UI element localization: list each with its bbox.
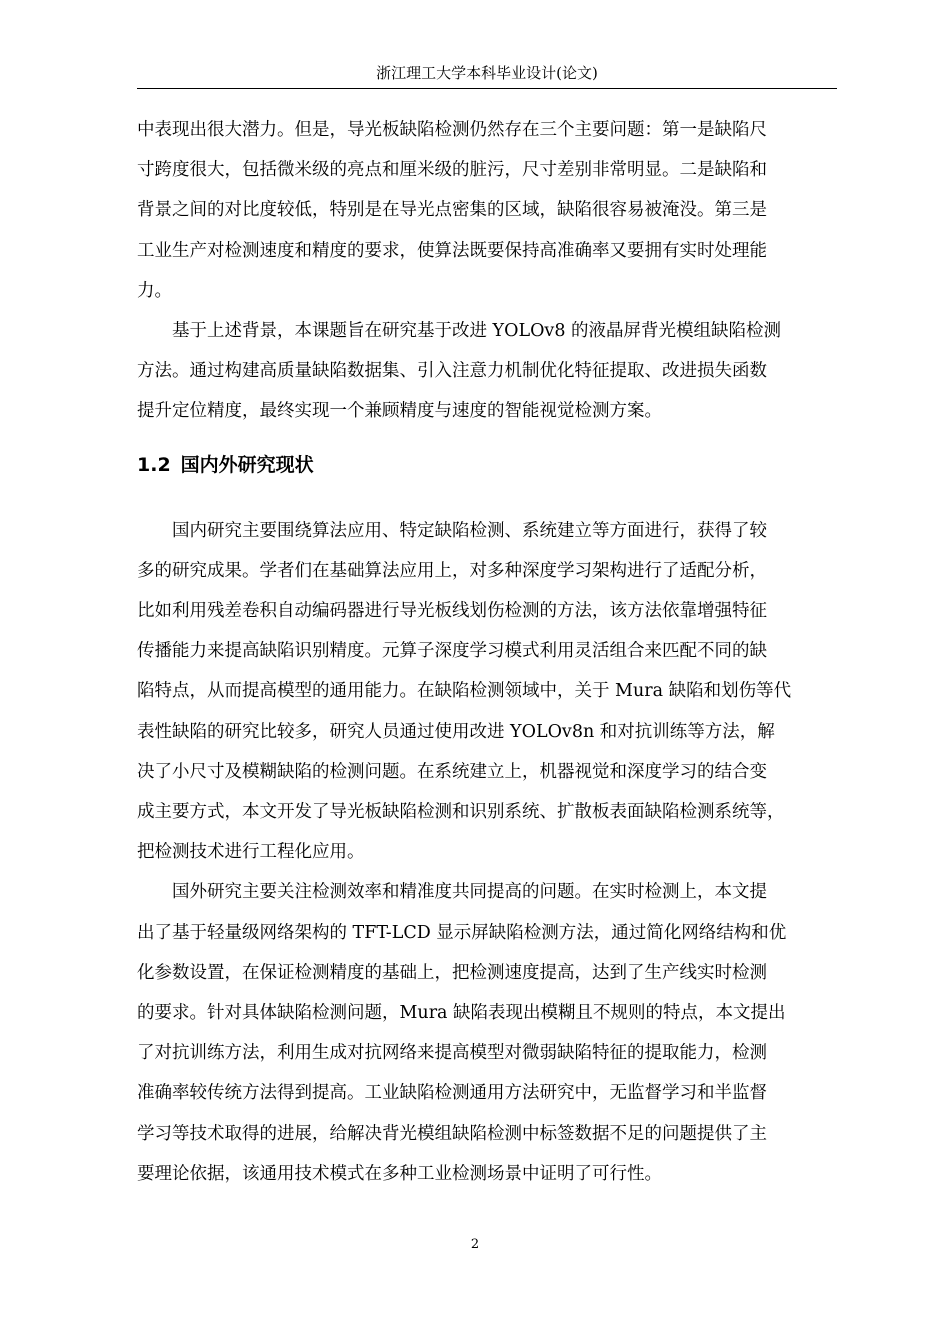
text-line: 的要求。针对具体缺陷检测问题，Mura 缺陷表现出模糊且不规则的特点，本文提出	[137, 1003, 786, 1024]
section-number: 1.2	[137, 453, 171, 476]
text-line: 多的研究成果。学者们在基础算法应用上，对多种深度学习架构进行了适配分析，	[137, 560, 767, 581]
text-line: 寸跨度很大，包括微米级的亮点和厘米级的脏污，尺寸差别非常明显。二是缺陷和	[137, 160, 767, 181]
paragraph	[137, 311, 849, 432]
text-line: 了对抗训练方法，利用生成对抗网络来提高模型对微弱缺陷特征的提取能力，检测	[137, 1043, 767, 1064]
paragraph	[137, 511, 849, 873]
section-heading	[137, 450, 849, 480]
text-line: 表性缺陷的研究比较多，研究人员通过使用改进 YOLOv8n 和对抗训练等方法，解	[137, 721, 775, 742]
page-footer	[0, 1235, 950, 1255]
text-line: 背景之间的对比度较低，特别是在导光点密集的区域，缺陷很容易被淹没。第三是	[137, 200, 767, 221]
text-line: 决了小尺寸及模糊缺陷的检测问题。在系统建立上，机器视觉和深度学习的结合变	[137, 761, 767, 782]
text-line: 化参数设置，在保证检测精度的基础上，把检测速度提高，达到了生产线实时检测	[137, 962, 767, 983]
text-line: 把检测技术进行工程化应用。	[137, 842, 365, 863]
text-line: 要理论依据，该通用技术模式在多种工业检测场景中证明了可行性。	[137, 1163, 662, 1184]
text-line: 方法。通过构建高质量缺陷数据集、引入注意力机制优化特征提取、改进损失函数	[137, 361, 767, 382]
section-title: 国内外研究现状	[180, 453, 314, 476]
text-line: 成主要方式，本文开发了导光板缺陷检测和识别系统、扩散板表面缺陷检测系统等，	[137, 802, 785, 823]
page-body	[137, 110, 849, 1194]
header-title: 浙江理工大学本科毕业设计(论文)	[376, 64, 598, 82]
text-line: 力。	[137, 280, 172, 301]
text-line: 国内研究主要围绕算法应用、特定缺陷检测、系统建立等方面进行，获得了较	[137, 520, 767, 541]
text-line: 提升定位精度，最终实现一个兼顾精度与速度的智能视觉检测方案。	[137, 401, 662, 422]
paragraph	[137, 872, 849, 1194]
paragraph	[137, 110, 849, 311]
page-header	[137, 62, 837, 89]
text-line: 工业生产对检测速度和精度的要求，使算法既要保持高准确率又要拥有实时处理能	[137, 240, 767, 261]
text-line: 比如利用残差卷积自动编码器进行导光板线划伤检测的方法，该方法依靠增强特征	[137, 601, 767, 622]
text-line: 陷特点，从而提高模型的通用能力。在缺陷检测领域中，关于 Mura 缺陷和划伤等代	[137, 681, 792, 702]
text-line: 国外研究主要关注检测效率和精准度共同提高的问题。在实时检测上，本文提	[137, 882, 767, 903]
text-line: 出了基于轻量级网络架构的 TFT-LCD 显示屏缺陷检测方法，通过简化网络结构和优	[137, 922, 787, 943]
text-line: 准确率较传统方法得到提高。工业缺陷检测通用方法研究中，无监督学习和半监督	[137, 1083, 767, 1104]
text-line: 传播能力来提高缺陷识别精度。元算子深度学习模式利用灵活组合来匹配不同的缺	[137, 641, 767, 662]
text-line: 学习等技术取得的进展，给解决背光模组缺陷检测中标签数据不足的问题提供了主	[137, 1123, 767, 1144]
text-line: 中表现出很大潜力。但是，导光板缺陷检测仍然存在三个主要问题：第一是缺陷尺	[137, 120, 767, 140]
text-line: 基于上述背景，本课题旨在研究基于改进 YOLOv8 的液晶屏背光模组缺陷检测	[137, 321, 782, 342]
page-number: 2	[470, 1237, 480, 1252]
